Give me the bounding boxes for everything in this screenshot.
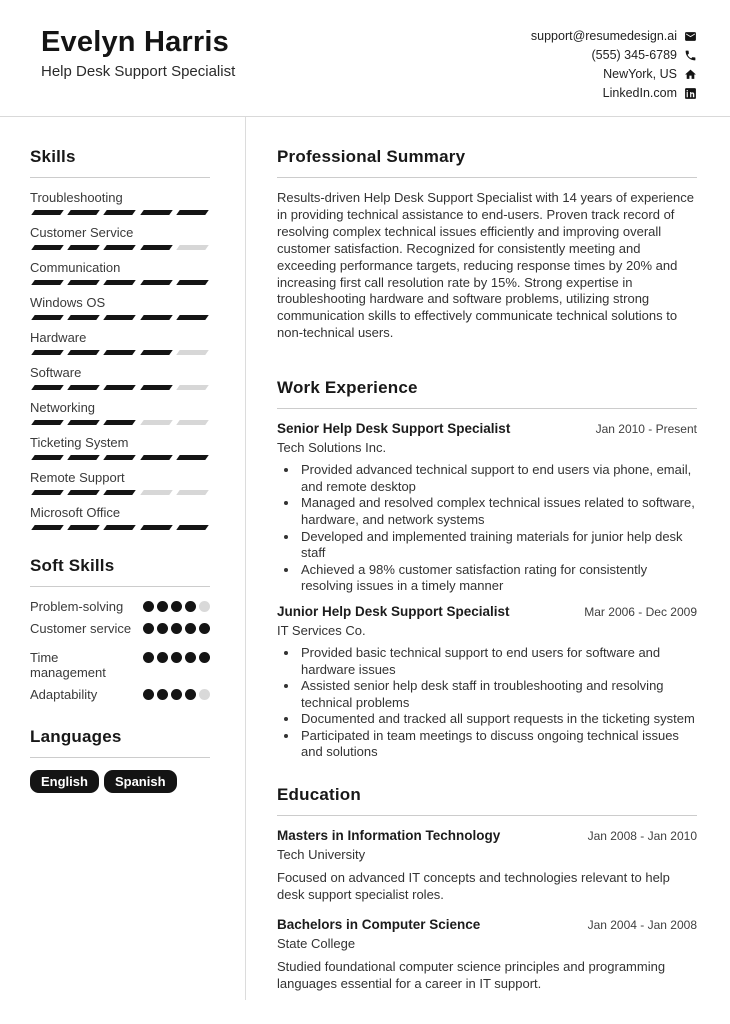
contact-phone xyxy=(592,48,697,62)
envelope-icon xyxy=(684,30,697,43)
bullet-item: • Managed and resolved complex technical issues related to software, hardware, and network systems xyxy=(299,495,697,528)
language-badge: Spanish xyxy=(104,770,177,793)
job-entry xyxy=(277,421,697,595)
soft-skill-label: Time management xyxy=(30,650,106,680)
skill-level-segment xyxy=(67,420,100,425)
soft-skill-item xyxy=(30,650,210,680)
skill-level-bar xyxy=(30,315,210,320)
main-content xyxy=(246,117,730,1000)
soft-skill-level-dot xyxy=(143,689,154,700)
soft-skill-level-dot xyxy=(171,652,182,663)
skill-item xyxy=(30,505,210,530)
skill-level-segment xyxy=(67,315,100,320)
soft-skill-level-dots xyxy=(143,652,210,663)
contact-linkedin xyxy=(603,86,697,100)
skill-level-segment xyxy=(31,315,64,320)
skill-level-segment xyxy=(31,280,64,285)
job-header xyxy=(277,604,697,620)
skill-level-segment xyxy=(104,350,137,355)
skill-level-segment xyxy=(31,490,64,495)
soft-skill-level-dot xyxy=(143,652,154,663)
education-school: Tech University xyxy=(277,847,366,863)
contact-phone-text: (555) 345-6789 xyxy=(591,48,677,62)
skill-level-segment xyxy=(140,280,173,285)
soft-skill-level-dot xyxy=(171,623,182,634)
skill-label: Communication xyxy=(30,260,121,275)
education-degree: Masters in Information Technology xyxy=(277,828,501,844)
soft-skill-level-dot xyxy=(157,601,168,612)
skill-level-segment xyxy=(140,525,173,530)
skill-level-segment xyxy=(176,525,209,530)
summary-text: Results-driven Help Desk Support Specialist with 14 years of experience in providing technical assistance to end-users. Proven track record of resolving complex technical issues efficiently and improving overall customer satisfaction. Recognized for consistently meeting and exceeding performance targets, reducing response times by 20% and increasing first call resolution rate by 15%. Strong expertise in troubleshooting hardware and software problems, utilizing strong communication skills to effectively communicate technical solutions to non-technical users. xyxy=(277,190,694,341)
skill-label: Software xyxy=(30,365,82,380)
skill-level-segment xyxy=(104,385,137,390)
soft-skill-item xyxy=(30,621,210,636)
skill-item xyxy=(30,295,210,320)
skill-level-segment xyxy=(176,455,209,460)
skill-level-segment xyxy=(140,210,173,215)
skill-level-bar xyxy=(30,280,210,285)
skills-list xyxy=(30,190,210,530)
education-dates: Jan 2008 - Jan 2010 xyxy=(587,829,697,844)
skill-level-segment xyxy=(176,245,209,250)
skills-heading: Skills xyxy=(30,147,210,178)
soft-skill-level-dot xyxy=(143,601,154,612)
sidebar xyxy=(0,117,246,1000)
soft-skill-level-dot xyxy=(185,623,196,634)
skill-level-segment xyxy=(104,525,137,530)
soft-skills-list xyxy=(30,599,210,702)
job-title: Junior Help Desk Support Specialist xyxy=(277,603,510,619)
skill-level-segment xyxy=(67,210,100,215)
education-school: State College xyxy=(277,935,356,951)
skill-level-bar xyxy=(30,525,210,530)
skill-item xyxy=(30,365,210,390)
skill-level-segment xyxy=(176,280,209,285)
job-company: IT Services Co. xyxy=(277,622,366,638)
job-dates: Jan 2010 - Present xyxy=(595,422,697,437)
skill-level-segment xyxy=(67,525,100,530)
education-degree: Bachelors in Computer Science xyxy=(277,916,481,932)
skill-level-segment xyxy=(140,350,173,355)
skill-level-segment xyxy=(31,245,64,250)
education-header xyxy=(277,917,697,933)
candidate-name: Evelyn Harris xyxy=(41,26,229,58)
education-heading: Education xyxy=(277,785,697,816)
skill-level-segment xyxy=(140,455,173,460)
skill-label: Ticketing System xyxy=(30,435,129,450)
soft-skill-level-dot xyxy=(143,623,154,634)
soft-skill-level-dots xyxy=(143,689,210,700)
languages-section xyxy=(30,727,210,793)
skill-level-segment xyxy=(31,420,64,425)
bullet-item: • Participated in team meetings to discuss ongoing technical issues and solutions xyxy=(299,728,697,761)
soft-skill-level-dot xyxy=(171,601,182,612)
contact-location xyxy=(603,67,697,81)
contact-location-text: NewYork, US xyxy=(603,67,677,81)
bullet-item: • Assisted senior help desk staff in troubleshooting and resolving technical problems xyxy=(299,678,697,711)
skill-level-bar xyxy=(30,420,210,425)
linkedin-icon xyxy=(684,87,697,100)
skill-label: Windows OS xyxy=(30,295,106,310)
summary-section xyxy=(277,147,697,342)
phone-icon xyxy=(684,49,697,62)
job-bullets xyxy=(277,462,697,595)
job-company: Tech Solutions Inc. xyxy=(277,440,387,456)
skill-level-segment xyxy=(176,420,209,425)
skill-level-segment xyxy=(140,490,173,495)
resume-body xyxy=(0,117,730,1000)
skill-label: Troubleshooting xyxy=(30,190,123,205)
soft-skill-item xyxy=(30,599,210,614)
soft-skill-item xyxy=(30,687,210,702)
skill-level-segment xyxy=(31,525,64,530)
contact-email xyxy=(531,29,697,43)
education-list xyxy=(277,828,697,993)
soft-skill-level-dots xyxy=(143,601,210,612)
soft-skills-section xyxy=(30,556,210,702)
job-header xyxy=(277,421,697,437)
soft-skill-level-dot xyxy=(185,601,196,612)
resume-header xyxy=(0,0,730,117)
skill-level-segment xyxy=(31,350,64,355)
skill-label: Microsoft Office xyxy=(30,505,121,520)
job-bullets xyxy=(277,645,697,761)
skill-label: Customer Service xyxy=(30,225,134,240)
skill-level-segment xyxy=(31,385,64,390)
experience-section xyxy=(277,378,697,761)
skill-level-segment xyxy=(104,455,137,460)
soft-skill-level-dot xyxy=(199,652,210,663)
skill-level-segment xyxy=(67,280,100,285)
bullet-item: • Achieved a 98% customer satisfaction rating for consistently resolving issues in a timely manner xyxy=(299,562,697,595)
jobs-list xyxy=(277,421,697,761)
skill-level-segment xyxy=(104,245,137,250)
languages-heading: Languages xyxy=(30,727,210,758)
skill-item xyxy=(30,400,210,425)
contact-email-text: support@resumedesign.ai xyxy=(530,29,677,43)
skill-level-segment xyxy=(140,385,173,390)
skill-level-segment xyxy=(67,490,100,495)
education-dates: Jan 2004 - Jan 2008 xyxy=(587,917,697,932)
experience-heading: Work Experience xyxy=(277,378,697,409)
soft-skill-level-dot xyxy=(185,652,196,663)
skill-level-bar xyxy=(30,210,210,215)
skills-section xyxy=(30,147,210,530)
job-title: Senior Help Desk Support Specialist xyxy=(277,421,511,437)
education-description: Focused on advanced IT concepts and technologies relevant to help desk support specialist roles. xyxy=(277,870,670,902)
soft-skill-level-dot xyxy=(157,623,168,634)
skill-level-segment xyxy=(104,280,137,285)
skill-level-segment xyxy=(176,210,209,215)
skill-level-bar xyxy=(30,490,210,495)
skill-item xyxy=(30,470,210,495)
skill-level-segment xyxy=(104,315,137,320)
soft-skill-label: Customer service xyxy=(30,621,132,636)
skill-level-bar xyxy=(30,385,210,390)
skill-level-segment xyxy=(176,385,209,390)
job-dates: Mar 2006 - Dec 2009 xyxy=(584,604,697,619)
bullet-item: • Documented and tracked all support requests in the ticketing system xyxy=(299,711,697,728)
skill-level-segment xyxy=(67,455,100,460)
soft-skill-level-dot xyxy=(157,652,168,663)
skill-label: Remote Support xyxy=(30,470,125,485)
skill-level-segment xyxy=(67,350,100,355)
header-identity xyxy=(41,26,235,80)
skill-label: Hardware xyxy=(30,330,87,345)
bullet-item: • Provided basic technical support to end users for software and hardware issues xyxy=(299,645,697,678)
soft-skill-level-dot xyxy=(157,689,168,700)
soft-skill-level-dot xyxy=(171,689,182,700)
language-badge: English xyxy=(30,770,99,793)
skill-item xyxy=(30,435,210,460)
education-section xyxy=(277,785,697,993)
home-icon xyxy=(684,68,697,81)
soft-skill-label: Problem-solving xyxy=(30,599,124,614)
skill-level-segment xyxy=(104,420,137,425)
skill-level-segment xyxy=(176,350,209,355)
education-entry xyxy=(277,828,697,904)
soft-skills-heading: Soft Skills xyxy=(30,556,210,587)
soft-skill-level-dot xyxy=(199,689,210,700)
soft-skill-level-dot xyxy=(199,601,210,612)
skill-level-segment xyxy=(140,315,173,320)
candidate-title: Help Desk Support Specialist xyxy=(41,63,236,81)
skill-level-segment xyxy=(67,245,100,250)
skill-item xyxy=(30,225,210,250)
soft-skill-level-dots xyxy=(143,623,210,634)
skill-level-segment xyxy=(31,210,64,215)
skill-level-bar xyxy=(30,455,210,460)
skill-level-segment xyxy=(67,385,100,390)
skill-item xyxy=(30,190,210,215)
skill-level-bar xyxy=(30,350,210,355)
skill-level-bar xyxy=(30,245,210,250)
skill-level-segment xyxy=(104,490,137,495)
bullet-item: • Developed and implemented training materials for junior help desk staff xyxy=(299,529,697,562)
contact-list xyxy=(531,26,697,100)
skill-item xyxy=(30,330,210,355)
skill-level-segment xyxy=(176,490,209,495)
skill-label: Networking xyxy=(30,400,96,415)
skill-level-segment xyxy=(31,455,64,460)
job-entry xyxy=(277,604,697,761)
skill-level-segment xyxy=(104,210,137,215)
soft-skill-level-dot xyxy=(199,623,210,634)
education-description: Studied foundational computer science principles and programming languages essential for a career in IT support. xyxy=(277,958,666,991)
summary-heading: Professional Summary xyxy=(277,147,697,178)
contact-linkedin-text: LinkedIn.com xyxy=(602,86,677,100)
skill-level-segment xyxy=(140,245,173,250)
skill-item xyxy=(30,260,210,285)
skill-level-segment xyxy=(176,315,209,320)
soft-skill-label: Adaptability xyxy=(30,687,98,702)
education-header xyxy=(277,828,697,844)
education-entry xyxy=(277,917,697,993)
languages-list xyxy=(30,770,210,793)
skill-level-segment xyxy=(140,420,173,425)
bullet-item: • Provided advanced technical support to end users via phone, email, and remote desktop xyxy=(299,462,697,495)
soft-skill-level-dot xyxy=(185,689,196,700)
